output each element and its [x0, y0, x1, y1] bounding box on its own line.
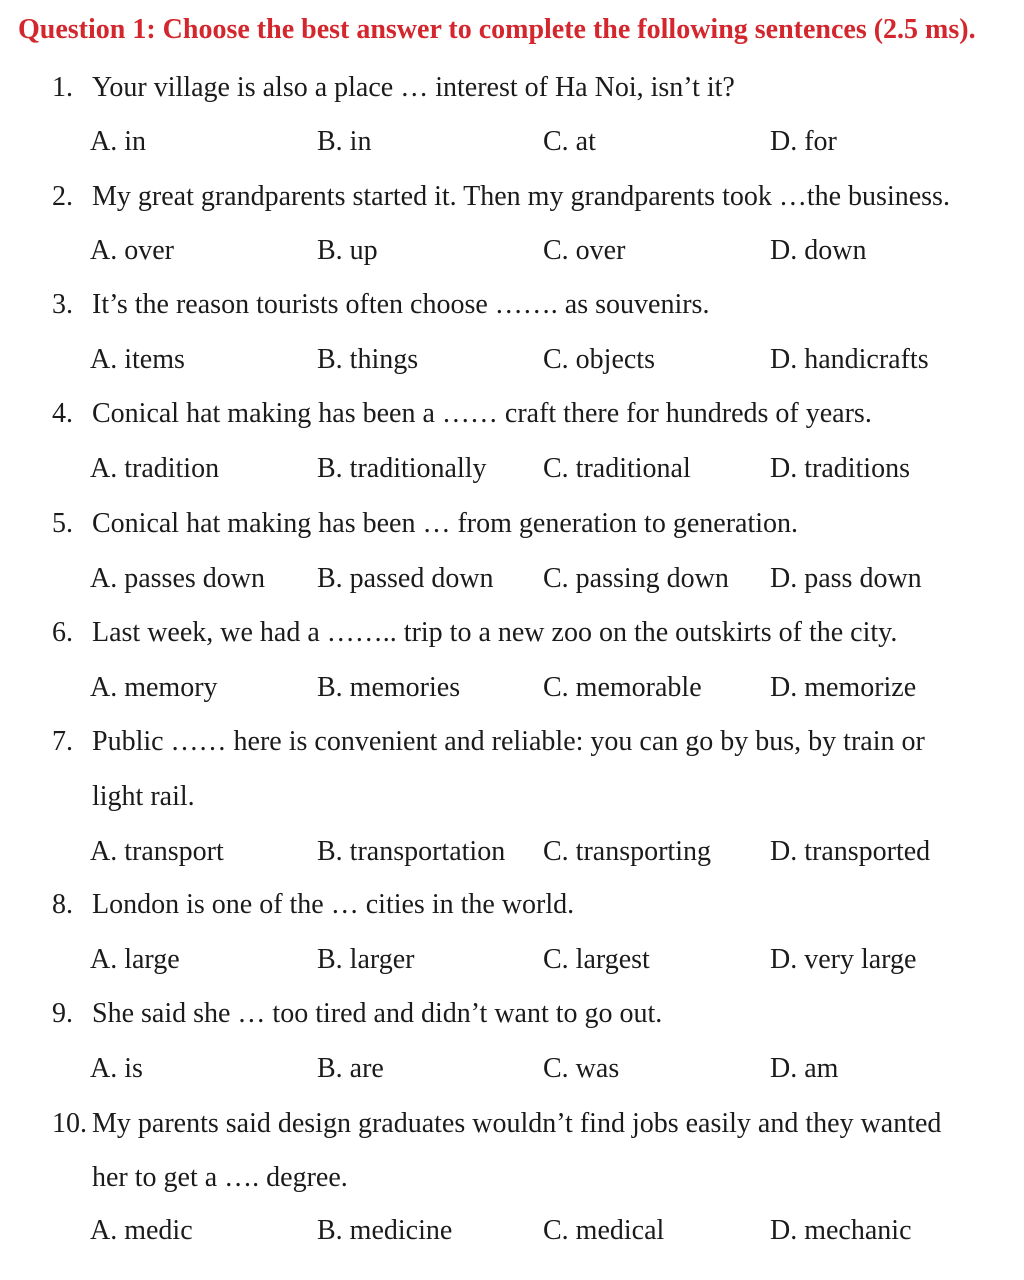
option-c: C. was — [543, 1053, 620, 1084]
option-b: B. passed down — [317, 563, 494, 594]
option-b: B. up — [317, 235, 378, 266]
option-a: A. items — [90, 344, 185, 375]
option-c: C. objects — [543, 344, 655, 375]
option-d: D. transported — [770, 836, 931, 867]
option-b: B. transportation — [317, 836, 506, 867]
option-c: C. transporting — [543, 836, 711, 867]
option-a: A. medic — [90, 1215, 193, 1246]
question-text: Your village is also a place … interest of Ha Noi, isn’t it? — [92, 72, 735, 103]
question-number: 4. — [52, 398, 73, 429]
option-c: C. memorable — [543, 672, 702, 703]
question-text: She said she … too tired and didn’t want to go out. — [92, 998, 663, 1029]
option-d: D. down — [770, 235, 867, 266]
question-heading: Question 1: Choose the best answer to complete the following sentences (2.5 ms). — [18, 14, 976, 45]
option-a: A. is — [90, 1053, 143, 1084]
question-number: 2. — [52, 181, 73, 212]
question-number: 9. — [52, 998, 73, 1029]
question-number: 8. — [52, 889, 73, 920]
option-a: A. tradition — [90, 453, 220, 484]
question-7 — [52, 724, 925, 760]
question-4 — [52, 396, 872, 432]
option-c: C. over — [543, 235, 626, 266]
option-c: C. passing down — [543, 563, 729, 594]
question-1 — [52, 70, 735, 106]
option-a: A. memory — [90, 672, 218, 703]
option-b: B. traditionally — [317, 453, 487, 484]
option-d: D. mechanic — [770, 1215, 912, 1246]
option-a: A. passes down — [90, 563, 265, 594]
question-text-continued: her to get a …. degree. — [92, 1162, 348, 1193]
question-text: Conical hat making has been … from generation to generation. — [92, 508, 799, 539]
question-text: Public …… here is convenient and reliable: you can go by bus, by train or — [92, 726, 925, 757]
question-text: My great grandparents started it. Then my grandparents took …the business. — [92, 181, 950, 212]
option-b: B. larger — [317, 944, 415, 975]
option-a: A. large — [90, 944, 180, 975]
option-d: D. pass down — [770, 563, 922, 594]
question-number: 3. — [52, 289, 73, 320]
option-a: A. in — [90, 126, 146, 157]
question-text: It’s the reason tourists often choose ……. as souvenirs. — [92, 289, 710, 320]
option-a: A. transport — [90, 836, 224, 867]
option-b: B. are — [317, 1053, 384, 1084]
question-text-continued: light rail. — [92, 781, 195, 812]
question-text: My parents said design graduates wouldn’t find jobs easily and they wanted — [92, 1108, 942, 1139]
question-number: 6. — [52, 617, 73, 648]
question-text: Conical hat making has been a …… craft there for hundreds of years. — [92, 398, 872, 429]
option-c: C. traditional — [543, 453, 691, 484]
question-text: Last week, we had a …….. trip to a new zoo on the outskirts of the city. — [92, 617, 898, 648]
option-b: B. in — [317, 126, 372, 157]
option-a: A. over — [90, 235, 174, 266]
question-5 — [52, 506, 798, 542]
question-number: 5. — [52, 508, 73, 539]
option-d: D. very large — [770, 944, 917, 975]
option-d: D. am — [770, 1053, 839, 1084]
option-c: C. at — [543, 126, 596, 157]
question-10 — [52, 1106, 941, 1142]
question-2 — [52, 179, 950, 215]
option-d: D. memorize — [770, 672, 917, 703]
question-text: London is one of the … cities in the world. — [92, 889, 575, 920]
option-c: C. largest — [543, 944, 650, 975]
question-number: 1. — [52, 72, 73, 103]
question-9 — [52, 996, 662, 1032]
option-d: D. for — [770, 126, 837, 157]
option-d: D. handicrafts — [770, 344, 929, 375]
question-number: 7. — [52, 726, 73, 757]
question-6 — [52, 615, 897, 651]
option-d: D. traditions — [770, 453, 910, 484]
question-number: 10. — [52, 1108, 87, 1139]
question-8 — [52, 887, 574, 923]
option-b: B. memories — [317, 672, 461, 703]
option-b: B. things — [317, 344, 419, 375]
option-c: C. medical — [543, 1215, 665, 1246]
question-3 — [52, 287, 709, 323]
option-b: B. medicine — [317, 1215, 453, 1246]
